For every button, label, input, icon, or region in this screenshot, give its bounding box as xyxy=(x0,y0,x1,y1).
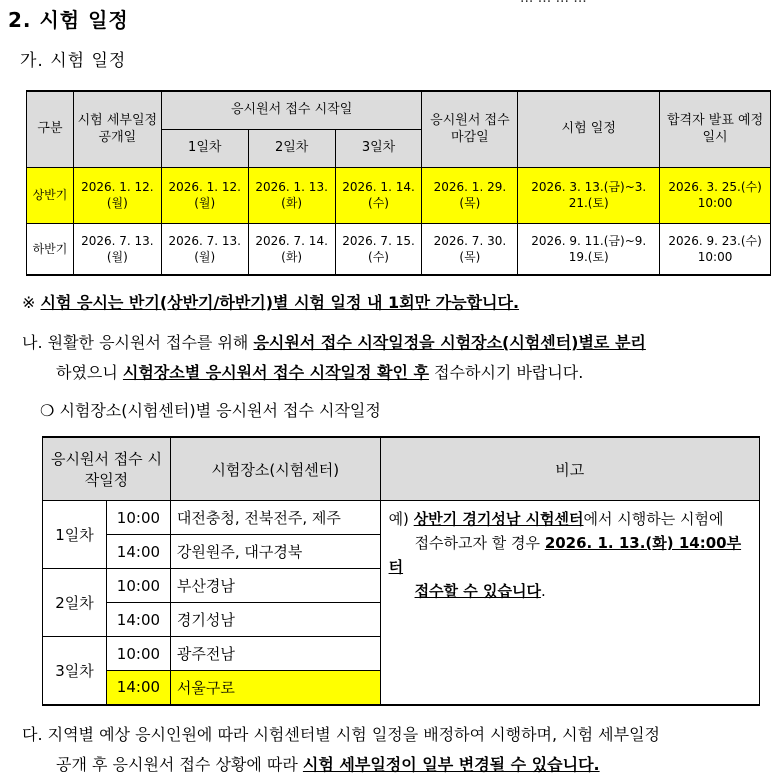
slot-time: 10:00 xyxy=(106,501,170,535)
remark-closing: 접수할 수 있습니다 xyxy=(414,582,541,600)
paragraph-da-line1 xyxy=(22,722,660,745)
remark-text: 에서 시행하는 시험에 xyxy=(583,510,724,528)
header-start: 응시원서 접수 시작일정 xyxy=(43,437,171,501)
cut-off-header-text xyxy=(520,0,587,6)
cell-deadline: 2026. 1. 29.(목) xyxy=(422,167,518,223)
slot-time: 10:00 xyxy=(106,637,170,671)
bullet-heading xyxy=(40,398,381,421)
table-row-first-half xyxy=(27,167,771,223)
remark-prefix: 예) xyxy=(388,510,409,528)
slot-place: 부산경남 xyxy=(170,569,380,603)
remark-cell xyxy=(380,501,759,705)
cell-day1: 2026. 1. 12.(월) xyxy=(161,167,248,223)
cell-exam-dates: 2026. 3. 13.(금)~3. 21.(토) xyxy=(518,167,660,223)
paragraph-na-text: 하였으니 xyxy=(56,363,118,382)
slot-time: 14:00 xyxy=(106,535,170,569)
remark-text: 접수하고자 할 경우 xyxy=(414,534,541,552)
announce-time: 10:00 xyxy=(697,249,733,264)
slot-place: 경기성남 xyxy=(170,603,380,637)
paragraph-na-prefix: 나. xyxy=(22,333,43,352)
slot-place-highlighted: 서울구로 xyxy=(170,671,380,705)
single-attempt-note xyxy=(22,290,519,313)
header-exam-dates: 시험 일정 xyxy=(518,91,660,167)
header-announcement: 합격자 발표 예정일시 xyxy=(660,91,771,167)
header-category: 구분 xyxy=(27,91,74,167)
announce-date: 2026. 9. 23.(수) xyxy=(668,233,762,248)
section-title: 2. 시험 일정 xyxy=(8,8,129,32)
day-label: 1일차 xyxy=(43,501,107,569)
cell-detail-release: 2026. 1. 12.(월) xyxy=(73,167,161,223)
announce-date: 2026. 3. 25.(수) xyxy=(668,179,762,194)
cell-exam-dates: 2026. 9. 11.(금)~9. 19.(토) xyxy=(518,223,660,275)
header-day2: 2일차 xyxy=(248,129,335,167)
paragraph-na-emphasis: 시험장소별 응시원서 접수 시작일정 확인 후 xyxy=(122,363,429,382)
cell-day2: 2026. 1. 13.(화) xyxy=(248,167,335,223)
header-day3: 3일차 xyxy=(335,129,422,167)
slot-time-highlighted: 14:00 xyxy=(106,671,170,705)
header-application-start: 응시원서 접수 시작일 xyxy=(161,91,422,129)
note-text: 시험 응시는 반기(상반기/하반기)별 시험 일정 내 1회만 가능합니다. xyxy=(40,293,520,312)
slot-place: 대전충청, 전북전주, 제주 xyxy=(170,501,380,535)
remark-date: 2026. 1. 13.(화) 14:00부터 xyxy=(388,534,742,576)
cell-category: 하반기 xyxy=(27,223,74,275)
slot-place: 강원원주, 대구경북 xyxy=(170,535,380,569)
cell-day2: 2026. 7. 14.(화) xyxy=(248,223,335,275)
header-detail-release: 시험 세부일정 공개일 xyxy=(73,91,161,167)
cell-announcement xyxy=(660,223,771,275)
announce-time: 10:00 xyxy=(697,196,733,210)
exam-schedule-table xyxy=(26,90,771,276)
paragraph-na-text: 원활한 응시원서 접수를 위해 xyxy=(47,333,249,352)
paragraph-da-text: 지역별 예상 응시인원에 따라 시험센터별 시험 일정을 배정하여 시행하며, 시험 세부일정 xyxy=(47,725,661,744)
slot-time: 14:00 xyxy=(106,603,170,637)
cell-day1: 2026. 7. 13.(월) xyxy=(161,223,248,275)
paragraph-na-line2 xyxy=(56,360,583,383)
note-mark: ※ xyxy=(22,293,36,312)
header-application-deadline: 응시원서 접수 마감일 xyxy=(422,91,518,167)
center-schedule-table xyxy=(42,436,760,706)
paragraph-da-emphasis: 시험 세부일정이 일부 변경될 수 있습니다. xyxy=(302,755,600,774)
paragraph-da-prefix: 다. xyxy=(22,725,43,744)
circle-bullet-icon: ❍ xyxy=(40,401,55,420)
table-row-second-half xyxy=(27,223,771,275)
paragraph-na-line1 xyxy=(22,330,646,353)
bullet-text: 시험장소(시험센터)별 응시원서 접수 시작일정 xyxy=(59,401,381,420)
table-row xyxy=(43,501,760,535)
header-day1: 1일차 xyxy=(161,129,248,167)
remark-center: 상반기 경기성남 시험센터 xyxy=(413,510,584,528)
paragraph-na-text: 접수하시기 바랍니다. xyxy=(434,363,584,382)
day-label: 3일차 xyxy=(43,637,107,705)
paragraph-na-emphasis: 응시원서 접수 시작일정을 시험장소(시험센터)별로 분리 xyxy=(253,333,646,352)
subsection-title: 가. 시험 일정 xyxy=(20,51,127,71)
slot-place: 광주전남 xyxy=(170,637,380,671)
cell-day3: 2026. 1. 14.(수) xyxy=(335,167,422,223)
cell-announcement xyxy=(660,167,771,223)
paragraph-da-text: 공개 후 응시원서 접수 상황에 따라 xyxy=(56,755,298,774)
day-label: 2일차 xyxy=(43,569,107,637)
header-place: 시험장소(시험센터) xyxy=(170,437,380,501)
slot-time: 10:00 xyxy=(106,569,170,603)
header-remark: 비고 xyxy=(380,437,759,501)
cell-category: 상반기 xyxy=(27,167,74,223)
paragraph-da-line2 xyxy=(56,752,600,775)
cell-deadline: 2026. 7. 30.(목) xyxy=(422,223,518,275)
cell-detail-release: 2026. 7. 13.(월) xyxy=(73,223,161,275)
cell-day3: 2026. 7. 15.(수) xyxy=(335,223,422,275)
remark-period: . xyxy=(540,582,546,600)
